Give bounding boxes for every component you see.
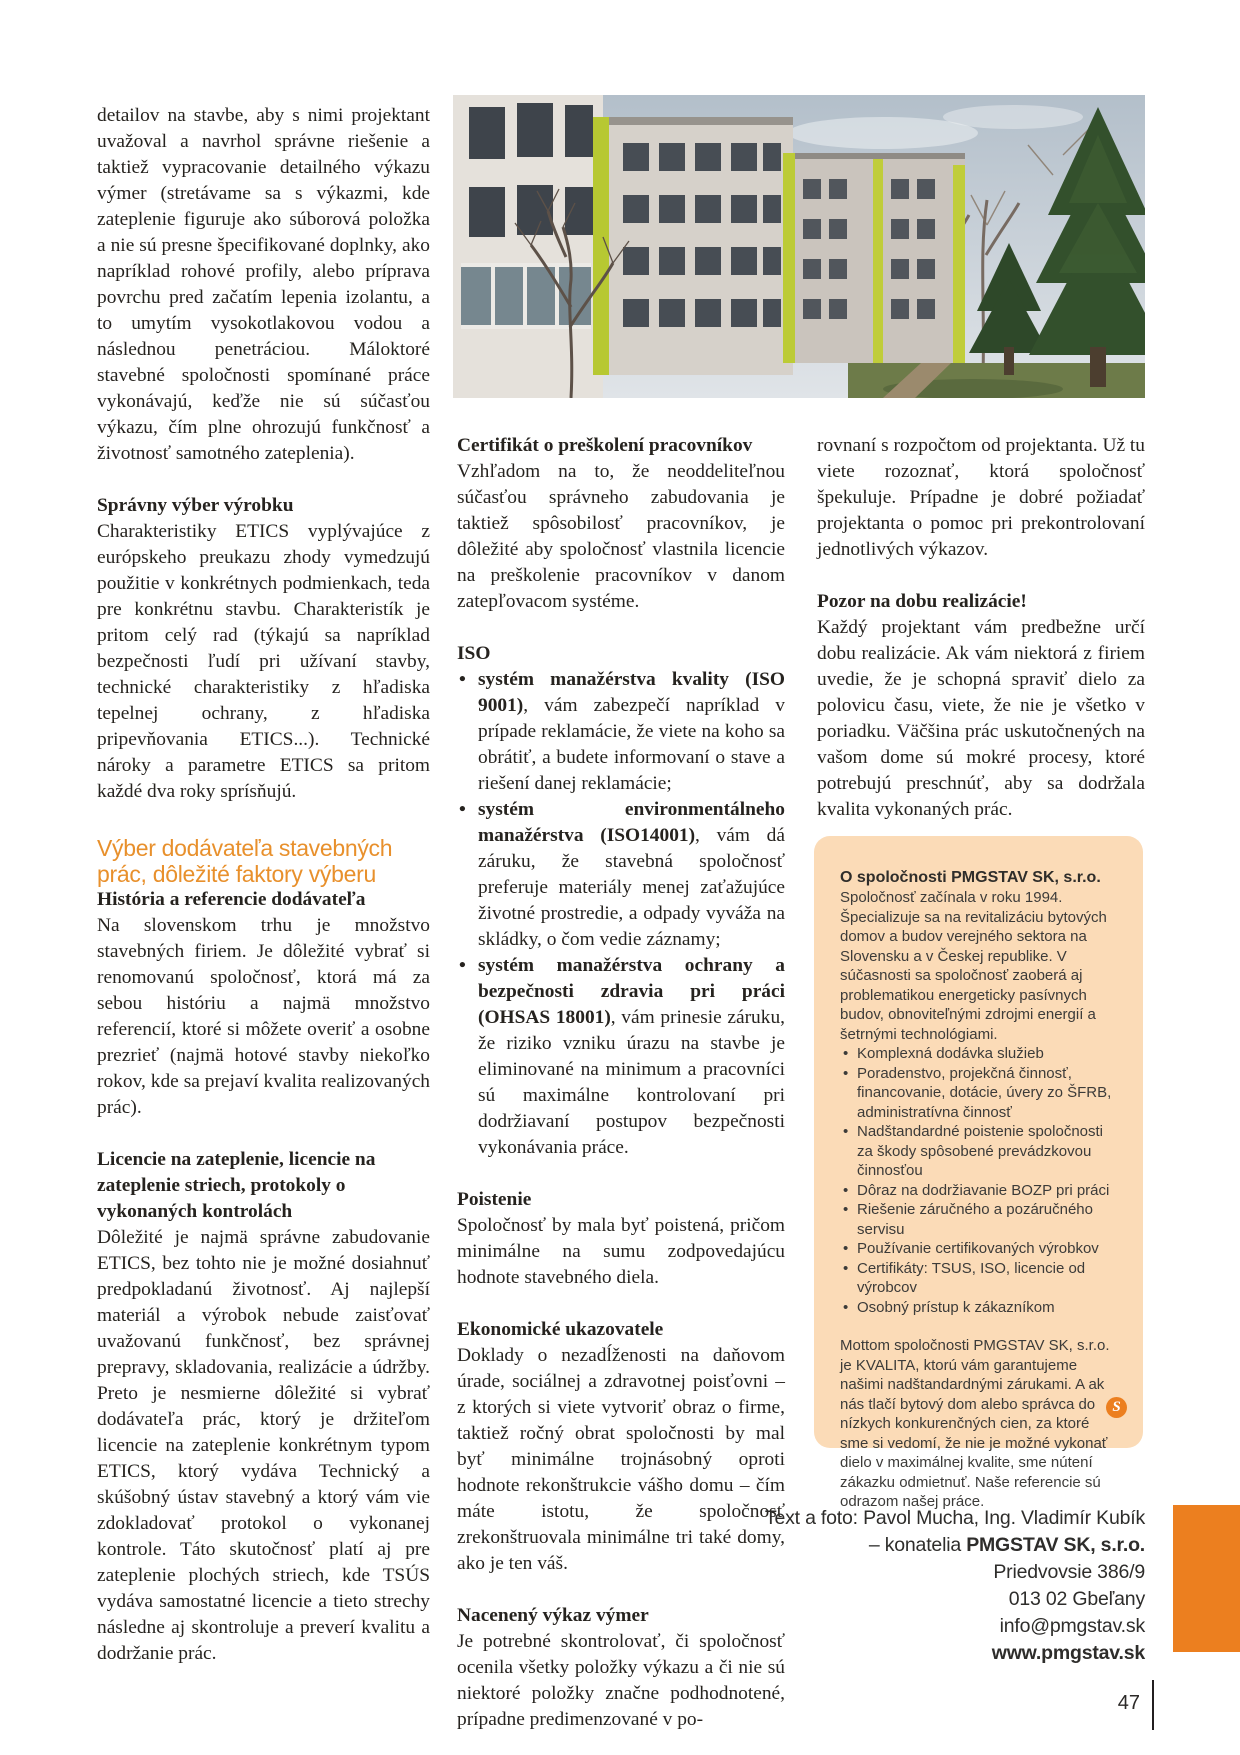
info-box-bullet: • Poradenstvo, projekčná činnosť, financovanie, dotácie, úvery zo ŠFRB, administratívna činnosť xyxy=(840,1064,1119,1123)
iso-bullet-lead: systém manažérstva kvality (ISO 9001) xyxy=(478,669,785,716)
info-box-bullet: • Dôraz na dodržiavanie BOZP pri práci xyxy=(840,1181,1119,1201)
credit-line: Text a foto: Pavol Mucha, Ing. Vladimír Kubík xyxy=(764,1507,1145,1529)
folio-rule xyxy=(1152,1680,1154,1730)
info-box-bullet: • Certifikáty: TSUS, ISO, licencie od výrobcov xyxy=(840,1259,1119,1298)
column-left xyxy=(97,103,430,1667)
info-box-motto: Mottom spoločnosti PMGSTAV SK, s.r.o. je KVALITA, ktorú vám garantujeme našimi nadštandardnými zárukami. A ak nás tlačí bytový dom alebo správca do nízkych konkurenčných cien, za ktoré sme si vedomí, že nie je možné vykonať dielo v maximálnej kvalite, sme nútení zákazku odmietnuť. Naše referencie sú odrazom našej práce. xyxy=(840,1337,1110,1510)
orange-accent-bar xyxy=(1173,1505,1240,1652)
intro-paragraph: detailov na stavbe, aby s nimi projektant uvažoval a navrhol správne riešenie a taktiež vypracovanie detailného výkazu výmer (stretávame sa s výkazmi, kde zateplenie figuruje ako súborová položka a nie sú presne špecifikované doplnky, ako napríklad rohové profily, alebo príprava povrchu pred začatím lepenia izolantu, a to umytím vysokotlakovou vodou a následnou penetráciou. Máloktoré stavebné spoločnosti spomínané práce vykonávajú, keďže nie sú súčasťou výkazu, čím plne ohrozujú funkčnosť a životnosť samotného zateplenia). xyxy=(97,105,430,464)
email-text: info@pmgstav.sk xyxy=(999,1615,1145,1637)
page-number: 47 xyxy=(1117,1692,1140,1714)
iso-bullet-item xyxy=(457,953,785,1161)
company-info-box xyxy=(814,836,1143,1510)
iso-bullet-rest: , vám dá záruku, že stavebná spoločnosť preferuje materiály menej zaťažujúce životné prostredie, a odpady vyváža na skládky, o čom vedie záznamy; xyxy=(478,825,785,950)
column-right xyxy=(817,433,1145,823)
orange-section-heading: Výber dodávateľa stavebných prác, dôležité faktory výberu xyxy=(97,835,393,887)
iso-bullet-rest: , vám zabezpečí napríklad v prípade reklamácie, že viete na koho sa obrátiť, a budete informovaní o stave a riešení danej reklamácie; xyxy=(478,695,785,794)
info-box-bullet: • Nadštandardné poistenie spoločnosti za škody spôsobené prevádzkovou činnosťou xyxy=(840,1122,1119,1181)
info-box-bullet: • Osobný prístup k zákazníkom xyxy=(840,1298,1119,1318)
section-heading-iso: ISO xyxy=(457,643,491,664)
section-heading-licencie: Licencie na zateplenie, licencie na zateplenie striech, protokoly o vykonaných kontrolách xyxy=(97,1149,376,1222)
iso-bullet-lead: systém environmentálneho manažérstva (ISO14001) xyxy=(478,799,785,846)
section-heading-ekonomicke: Ekonomické ukazovatele xyxy=(457,1319,664,1340)
section-body: Doklady o nezadĺženosti na daňovom úrade, sociálnej a zdravotnej poisťovni – z ktorých si viete vytvoriť obraz o firme, taktiež ročný obrat spoločnosti by mal byť minimálne trojnásobný oproti hodnote rekonštrukcie vášho domu – čím máte istotu, že spoločnosť zrekonštruovala minimálne tri také domy, ako je ten váš. xyxy=(457,1345,785,1574)
address-city: 013 02 Gbeľany xyxy=(1008,1588,1145,1610)
iso-bullet-lead: systém manažérstva ochrany a bezpečnosti zdravia pri práci (OHSAS 18001) xyxy=(478,955,785,1028)
info-box-bullet: • Používanie certifikovaných výrobkov xyxy=(840,1239,1119,1259)
company-line-prefix: – konatelia xyxy=(868,1534,967,1556)
section-body: Vzhľadom na to, že neoddeliteľnou súčasťou správneho zabudovania je taktiež spôsobilosť pracovníkov, je dôležité aby spoločnosť vlastnila licencie na preškolenie pracovníkov v danom zatepľovacom systéme. xyxy=(457,461,785,612)
s-logo-badge-icon: S xyxy=(1106,1397,1127,1418)
iso-bullet-item xyxy=(457,797,785,953)
continued-paragraph: rovnaní s rozpočtom od projektanta. Už tu viete rozoznať, ktorá spoločnosť špekuluje. Prípadne je dobré požiadať projektanta o pomoc pri prekontrolovaní jednotlivých výkazov. xyxy=(817,435,1145,560)
building-photo xyxy=(453,95,1145,398)
iso-bullet-rest: , vám prinesie záruku, že riziko vzniku úrazu na stavbe je eliminované na minimum a pracovníci sú maximálne kontrolovaní pri dodržiavaní postupov bezpečnosti vykonávania práce. xyxy=(478,1007,785,1158)
section-heading-poistenie: Poistenie xyxy=(457,1189,532,1210)
info-box-title: O spoločnosti PMGSTAV SK, s.r.o. xyxy=(840,869,1101,886)
section-body: Spoločnosť by mala byť poistená, pričom minimálne na sumu zodpovedajúcu hodnote stavebného diela. xyxy=(457,1215,785,1288)
section-body: Dôležité je najmä správne zabudovanie ETICS, bez tohto nie je možné dosiahnuť predpokladanú životnosť. Aj najlepší materiál a výrobok nebude zaisťovať uvažovanú funkčnosť, bez správnej prepravy, skladovania, realizácie a údržby. Preto je nesmierne dôležité si vybrať dodávateľa prác, ktorý je držiteľom licencie na zateplenie konkrétnym typom ETICS, ktorý vydáva Technický a skúšobný ústav stavebný a ktorý vám vie zdokladovať protokol o vykonanej kontrole. Táto skutočnosť platí aj pre zateplenie plochých striech, kde TSÚS vydáva samostatné licencie a tieto strechy následne aj skontroluje a preverí kvalitu a dodržanie prác. xyxy=(97,1227,430,1664)
contact-block xyxy=(705,1505,1145,1667)
address-street: Priedvovsie 386/9 xyxy=(993,1561,1145,1583)
website-text: www.pmgstav.sk xyxy=(991,1642,1145,1664)
section-body: Je potrebné skontrolovať, či spoločnosť ocenila všetky položky výkazu a či nie sú niektoré položky značne podhodnotené, prípadne predimenzované v po- xyxy=(457,1631,785,1730)
info-box-bullet: • Riešenie záručného a pozáručného servisu xyxy=(840,1200,1119,1239)
section-heading-naceneny: Nacenený výkaz výmer xyxy=(457,1605,649,1626)
section-heading-pozor: Pozor na dobu realizácie! xyxy=(817,591,1027,612)
company-line xyxy=(705,1532,1145,1559)
section-body: Na slovenskom trhu je množstvo stavebných firiem. Je dôležité vybrať si renomovanú spoločnosť, ktorá má za sebou históriu a najmä množstvo referencií, ktoré si môžete overiť a osobne prezrieť (najmä hotové stavby niekoľko rokov, kde sa prejaví kvalita realizovaných prác). xyxy=(97,915,430,1118)
section-heading-spravny-vyber: Správny výber výrobku xyxy=(97,495,294,516)
section-body: Charakteristiky ETICS vyplývajúce z európskeho preukazu zhody vymedzujú použitie v konkrétnych podmienkach, teda pre konkrétnu stavbu. Charakteristík je pritom celý rad (týkajú sa napríklad bezpečnosti ľudí pri užívaní stavby, technické charakteristiky z hľadiska tepelnej ochrany, z hľadiska pripevňovania ETICS...). Technické nároky a parametre ETICS sa pritom každé dva roky sprísňujú. xyxy=(97,521,430,802)
info-box-bullet: • Komplexná dodávka služieb xyxy=(840,1044,1119,1064)
section-body: Každý projektant vám predbežne určí dobu realizácie. Ak vám niektorá z firiem uvedie, že je schopná spraviť dielo za polovicu času, viete, že nie je všetko v poriadku. Väčšina prác uskutočnených na vašom dome sú mokré procesy, ktoré potrebujú preschnúť, aby sa dodržala kvalita vykonaných prác. xyxy=(817,617,1145,820)
info-box-intro: Spoločnosť začínala v roku 1994. Špecializuje sa na revitalizáciu bytových domov a budov verejného sektora na Slovensku a v Českej republike. V súčasnosti sa spoločnosť zaoberá aj problematikou energeticky pasívnych budov, obnoviteľnými zdrojmi energií a šetrnými technológiami. xyxy=(840,889,1107,1043)
building-photo-graphic xyxy=(453,95,1145,398)
section-heading-certifikat: Certifikát o preškolení pracovníkov xyxy=(457,435,753,456)
company-name: PMGSTAV SK, s.r.o. xyxy=(966,1534,1145,1556)
section-heading-historia: História a referencie dodávateľa xyxy=(97,889,366,910)
iso-bullet-item xyxy=(457,667,785,797)
